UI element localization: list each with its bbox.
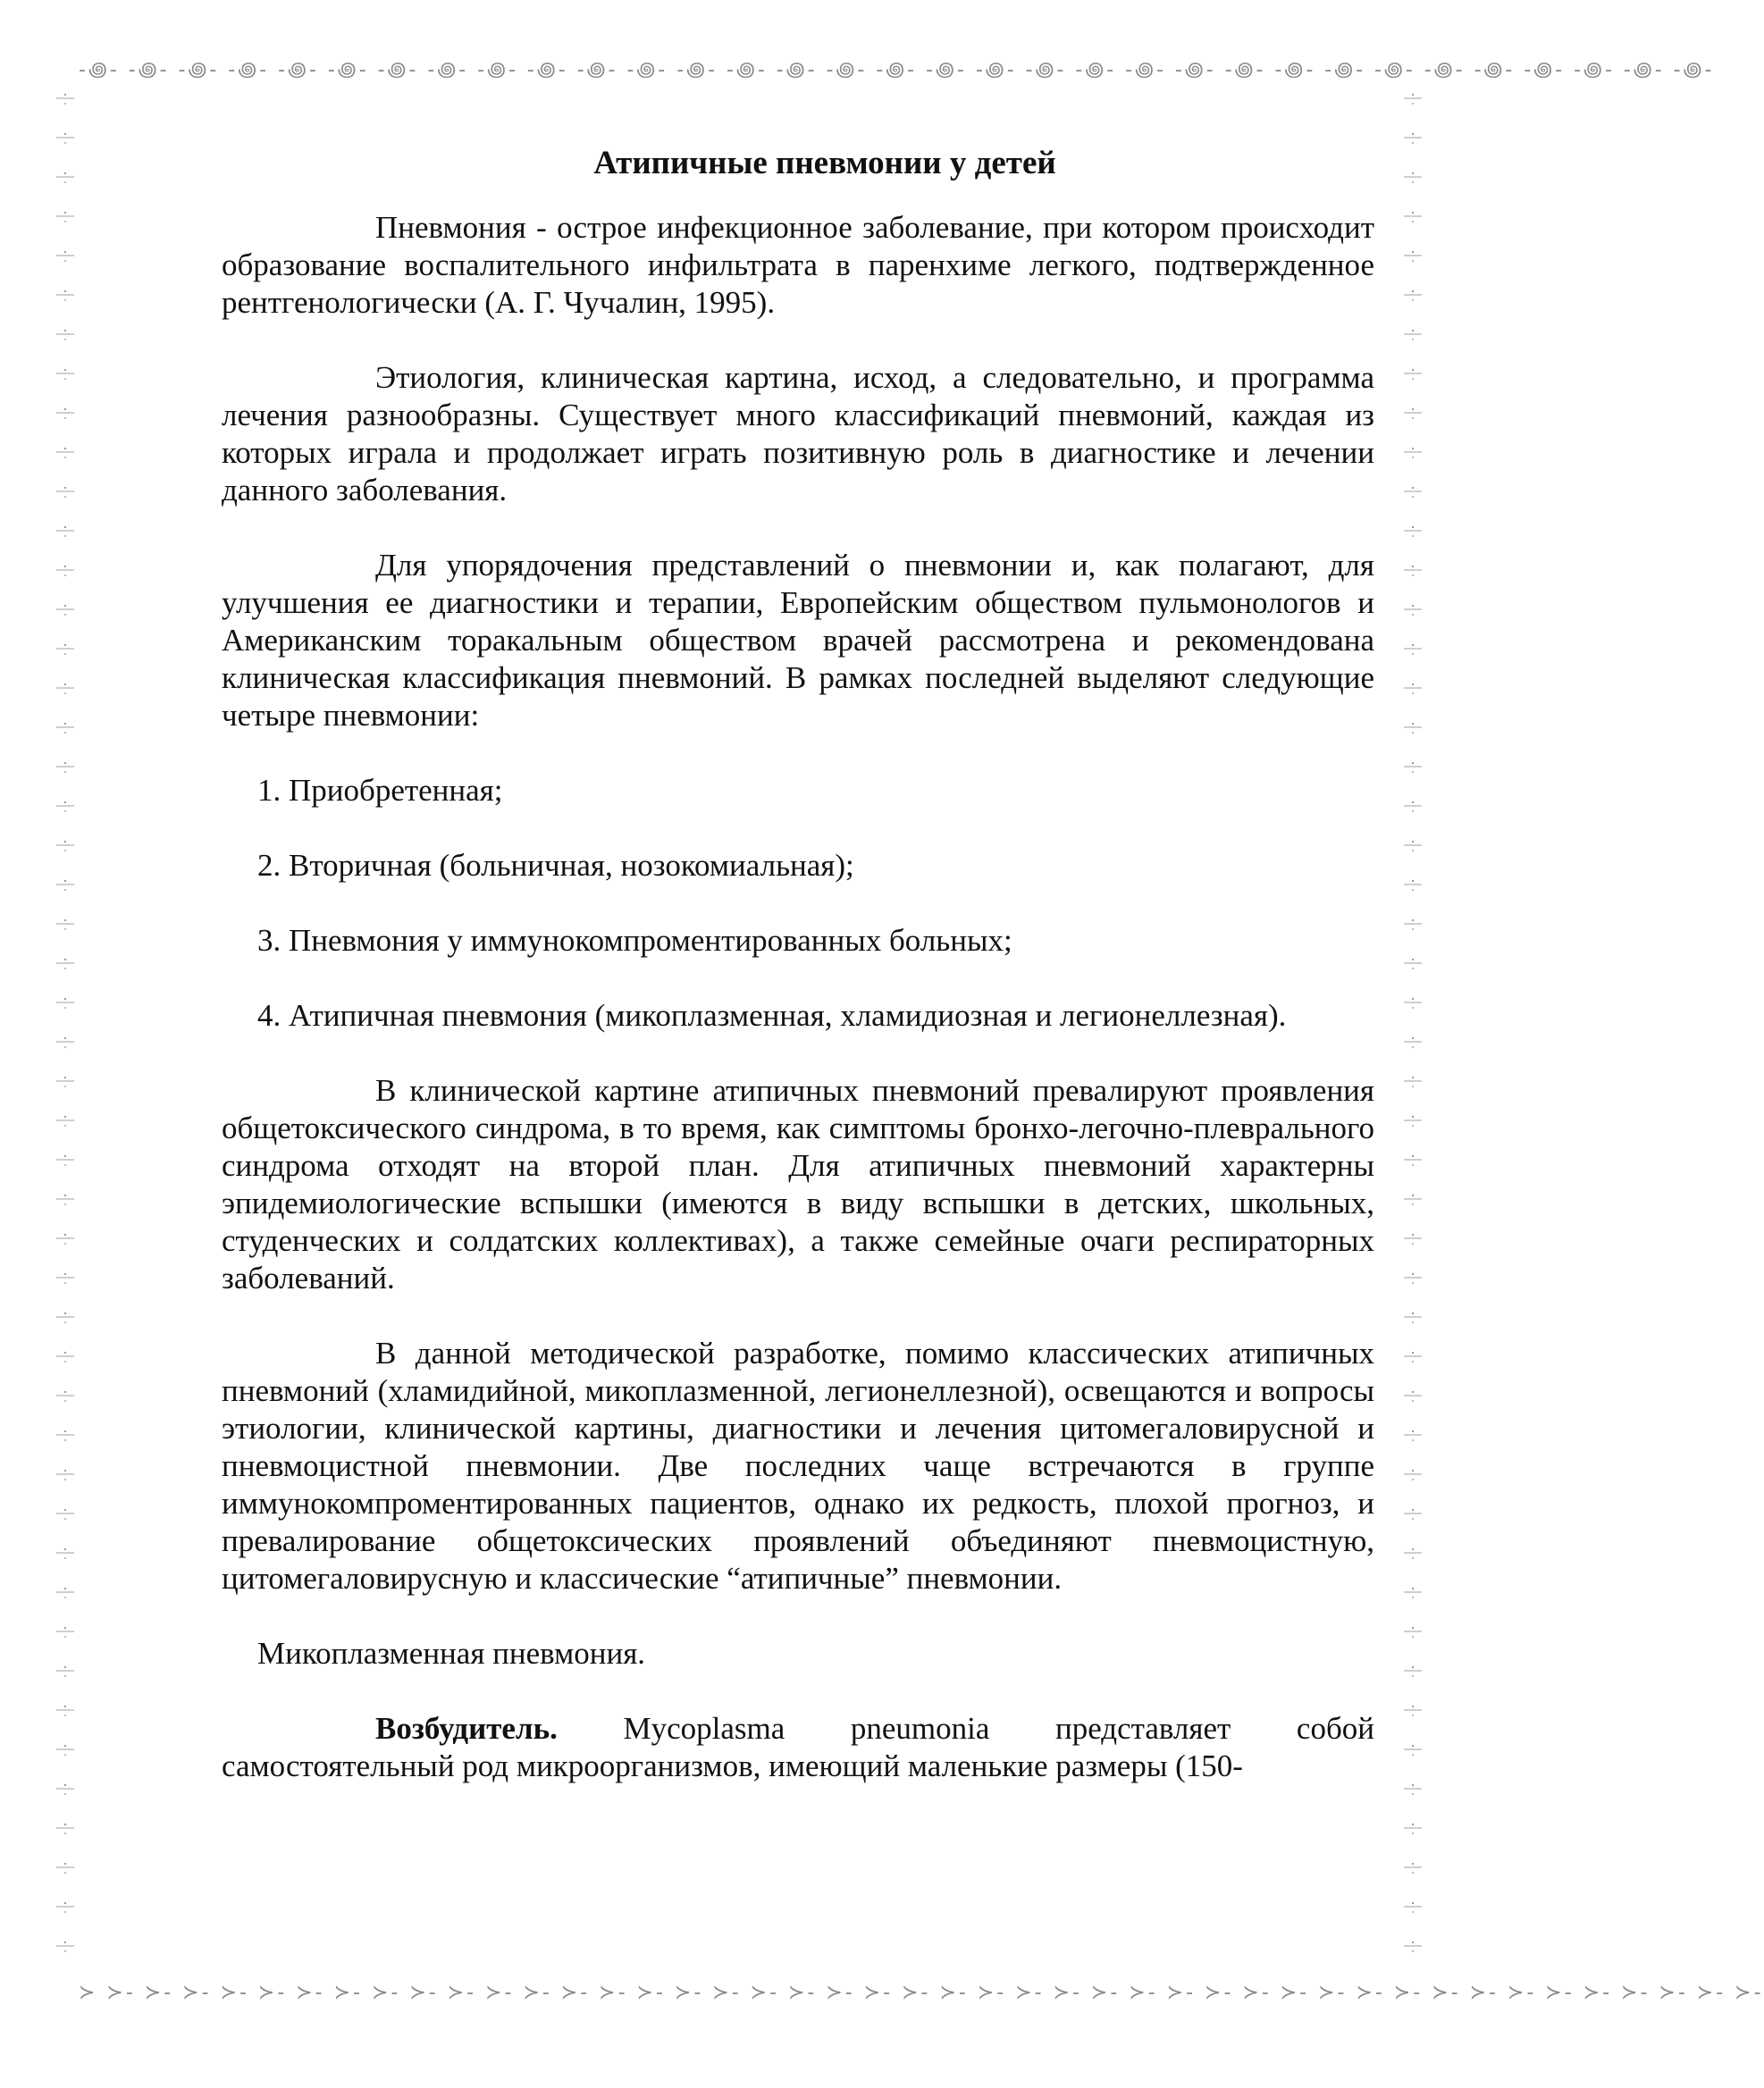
- list-item: 2. Вторичная (больничная, нозокомиальная);: [257, 848, 854, 883]
- paragraph-clinical-picture: В клинической картине атипичных пневмоний превалируют проявления общетоксического синдрома, в то время, как симптомы бронхо-легочно-плеврального синдрома отходят на второй план. Для атипичных пневмоний характерны эпидемиологические вспышки (имеются в виду вспышки в детских, школьных, студенческих и солдатских коллективах), а также семейные очаги респираторных заболеваний.: [222, 1073, 1374, 1296]
- list-item: 1. Приобретенная;: [257, 773, 503, 808]
- ornamental-border-top: -꩜- -꩜- -꩜- -꩜- -꩜- -꩜- -꩜- -꩜- -꩜- -꩜- -꩜- -꩜- -꩜- -꩜- -꩜- -꩜- -꩜- -꩜- -꩜- -꩜- -꩜- -꩜- -꩜- -꩜- -꩜- -꩜- -꩜- -꩜- -꩜- -꩜- -꩜- -꩜- -꩜-: [79, 59, 1715, 81]
- bold-lead: Возбудитель.: [375, 1711, 558, 1746]
- list-item: 4. Атипичная пневмония (микоплазменная, хламидиозная и легионеллезная).: [257, 998, 1287, 1033]
- document-body: [222, 134, 1374, 1823]
- paragraph-definition: Пневмония - острое инфекционное заболевание, при котором происходит образование воспалительного инфильтрата в паренхиме легкого, подтвержденное рентгенологически (А. Г. Чучалин, 1995).: [222, 210, 1374, 320]
- ornamental-border-left: [54, 85, 77, 1975]
- paragraph-etiology: Этиология, клиническая картина, исход, а следовательно, и программа лечения разнообразны. Существует много классификаций пневмоний, каждая из которых играла и продолжает играть позитивную роль в диагностике и лечении данного заболевания.: [222, 360, 1374, 507]
- document-title: Атипичные пневмонии у детей: [593, 145, 1056, 181]
- paragraph-pathogen: Возбудитель. Mycoplasma pneumonia представляет собой самостоятельный род микроорганизмов, имеющий маленькие размеры (150-: [222, 1711, 1374, 1783]
- ornamental-border-right: [1401, 85, 1424, 1975]
- ornamental-border-bottom: ≻ ≻- ≻- ≻- ≻- ≻- ≻- ≻- ≻- ≻- ≻- ≻- ≻- ≻- ≻- ≻- ≻- ≻- ≻- ≻- ≻- ≻- ≻- ≻- ≻- ≻- ≻- ≻- ≻- ≻- ≻- ≻- ≻- ≻- ≻- ≻- ≻- ≻- ≻- ≻- ≻- ≻- ≻- ≻- ≻-: [79, 1982, 1764, 2004]
- section-heading: Микоплазменная пневмония.: [257, 1636, 646, 1671]
- list-item: 3. Пневмония у иммунокомпроментированных больных;: [257, 923, 1012, 958]
- paragraph-methodology: В данной методической разработке, помимо классических атипичных пневмоний (хламидийной, микоплазменной, легионеллезной), освещаются и вопросы этиологии, клинической картины, диагностики и лечения цитомегаловирусной и пневмоцистной пневмонии. Две последних чаще встречаются в группе иммунокомпроментированных пациентов, однако их редкость, плохой прогноз, и превалирование общетоксических проявлений объединяют пневмоцистную, цитомегаловирусную и классические “атипичные” пневмонии.: [222, 1336, 1374, 1596]
- paragraph-classification: Для упорядочения представлений о пневмонии и, как полагают, для улучшения ее диагностики и терапии, Европейским обществом пульмонологов и Американским торакальным обществом врачей рассмотрена и рекомендована клиническая классификация пневмоний. В рамках последней выделяют следующие четыре пневмонии:: [222, 548, 1374, 733]
